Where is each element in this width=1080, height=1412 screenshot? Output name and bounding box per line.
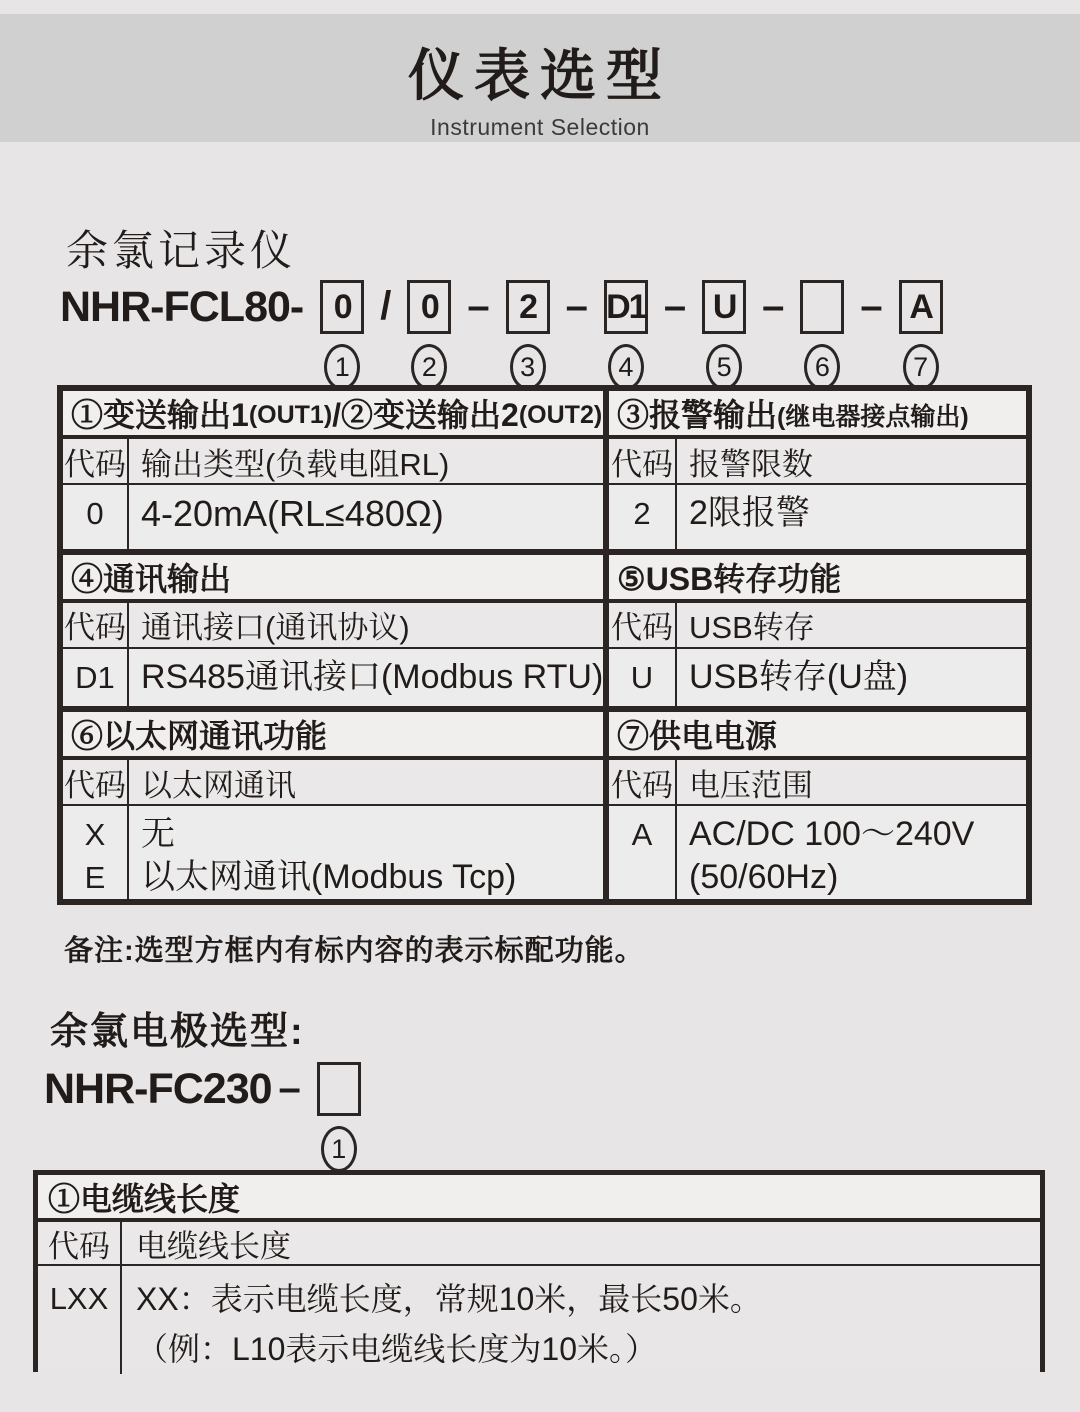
code-value: LXX xyxy=(49,1281,109,1316)
section1-right-header xyxy=(609,391,1026,439)
circled-index-1: 1 xyxy=(324,344,360,390)
recorder-model-line xyxy=(60,280,952,390)
selection-table-section-2 xyxy=(63,555,1026,712)
circled-index-6: 6 xyxy=(804,344,840,390)
section1-left-data-row xyxy=(63,485,603,549)
recorder-heading: 余氯记录仪 xyxy=(66,227,297,274)
desc-value: 2限报警 xyxy=(689,494,810,532)
section1-right-title-small: (继电器接点输出) xyxy=(777,403,969,431)
code-header-cell: 代码 xyxy=(609,603,677,647)
desc-value-cell xyxy=(129,806,603,899)
desc-value: 无 xyxy=(141,815,175,853)
model-segment-3 xyxy=(506,280,550,390)
desc-value-cell xyxy=(677,649,1026,706)
code-header-cell: 代码 xyxy=(38,1222,122,1264)
section1-left-title-small: (OUT1) xyxy=(248,400,333,429)
section1-right xyxy=(603,391,1026,549)
dash-separator: – xyxy=(663,284,687,328)
desc-header-cell: 电缆线长度 xyxy=(136,1228,291,1264)
section3-left-data-row xyxy=(63,806,603,899)
circled-index-2: 2 xyxy=(411,344,447,390)
desc-value-cell xyxy=(129,649,603,706)
desc-value-cell xyxy=(122,1266,1040,1374)
desc-value: 以太网通讯(Modbus Tcp) xyxy=(141,858,517,896)
model-segment-6 xyxy=(800,280,844,390)
electrode-model-line xyxy=(44,1062,370,1172)
circled-index-4: 4 xyxy=(608,344,644,390)
circled-index-7: 7 xyxy=(903,344,939,390)
cable-table-data-row xyxy=(38,1266,1040,1374)
code-value-cell xyxy=(63,485,129,549)
code-value-cell xyxy=(63,649,129,706)
code-header-cell: 代码 xyxy=(609,439,677,483)
desc-header-cell: 以太网通讯 xyxy=(141,767,296,803)
code-value-cell xyxy=(609,806,677,899)
code-value: X xyxy=(84,817,106,852)
desc-value: AC/DC 100～240V xyxy=(689,815,975,853)
electrode-code-box xyxy=(317,1062,361,1116)
cable-length-table xyxy=(33,1170,1045,1372)
section3-right xyxy=(603,712,1026,899)
code-header-cell: 代码 xyxy=(63,603,129,647)
dash-separator: – xyxy=(860,284,883,328)
desc-value-cell xyxy=(677,485,1026,549)
code-value: D1 xyxy=(75,659,115,695)
note-text: 备注:选型方框内有标内容的表示标配功能。 xyxy=(64,935,645,967)
model-code-box-1: 0 xyxy=(320,280,364,334)
model-code-box-4: D1 xyxy=(604,280,648,334)
section2-right-title: ⑤USB转存功能 xyxy=(617,560,842,597)
dash-separator: – xyxy=(278,1066,301,1110)
cable-table-label-row xyxy=(38,1222,1040,1266)
section2-right-data-row xyxy=(609,649,1026,706)
desc-header-cell: 输出类型(负载电阻RL) xyxy=(141,446,450,482)
desc-value-cell xyxy=(129,485,603,549)
page-header-band xyxy=(0,14,1080,142)
model-segment-7 xyxy=(899,280,943,390)
section3-left-header xyxy=(63,712,603,760)
code-value: 2 xyxy=(633,496,651,531)
code-value-cell xyxy=(609,485,677,549)
section3-left-title: ⑥以太网通讯功能 xyxy=(71,718,328,754)
section3-right-header xyxy=(609,712,1026,760)
selection-table xyxy=(57,385,1032,905)
dash-separator: – xyxy=(467,284,490,328)
model-code-box-7: A xyxy=(899,280,943,334)
model-segment-4 xyxy=(604,280,648,390)
section2-left-title: ④通讯输出 xyxy=(71,560,232,597)
circled-index-1: 1 xyxy=(321,1126,357,1172)
code-value-cell xyxy=(38,1266,122,1374)
desc-header-cell: 电压范围 xyxy=(689,767,813,803)
section2-right-label-row xyxy=(609,603,1026,649)
dash-separator: – xyxy=(565,284,588,328)
desc-value-cell xyxy=(677,806,1026,899)
code-value: 0 xyxy=(86,496,104,531)
code-value: U xyxy=(630,659,654,695)
section3-left xyxy=(63,712,603,899)
page-title: 仪表选型 xyxy=(408,44,672,107)
model-prefix: NHR-FCL80- xyxy=(60,283,304,331)
selection-table-section-1 xyxy=(63,391,1026,555)
electrode-heading: 余氯电极选型: xyxy=(50,1011,305,1053)
section2-right xyxy=(603,555,1026,706)
desc-header-cell: USB转存 xyxy=(689,610,815,646)
dash-separator: – xyxy=(762,284,785,328)
desc-header-cell: 报警限数 xyxy=(689,446,813,482)
section1-left-label-row xyxy=(63,439,603,485)
section2-left-label-row xyxy=(63,603,603,649)
section3-right-label-row xyxy=(609,760,1026,806)
desc-value: USB转存(U盘) xyxy=(689,657,909,696)
model-segment-5 xyxy=(702,280,746,390)
code-header-cell: 代码 xyxy=(609,760,677,804)
section1-left-title2: /②变送输出2 xyxy=(332,397,519,433)
section1-right-title: ③报警输出 xyxy=(617,397,778,433)
section3-right-title: ⑦供电电源 xyxy=(617,718,778,754)
code-value: A xyxy=(631,817,653,852)
circled-index-3: 3 xyxy=(510,344,546,390)
model-code-box-2: 0 xyxy=(407,280,451,334)
section1-right-data-row xyxy=(609,485,1026,549)
code-header-cell: 代码 xyxy=(63,439,129,483)
section1-left-title2-small: (OUT2) xyxy=(518,400,603,429)
section3-left-label-row xyxy=(63,760,603,806)
desc-value: 4-20mA(RL≤480Ω) xyxy=(141,493,444,534)
model-segment-1 xyxy=(320,280,364,390)
selection-table-section-3 xyxy=(63,712,1026,899)
section2-left-header xyxy=(63,555,603,603)
model-code-box-6 xyxy=(800,280,844,334)
desc-header-cell: 通讯接口(通讯协议) xyxy=(141,610,410,646)
model-segment-2 xyxy=(407,280,451,390)
desc-value-line2: (50/60Hz) xyxy=(689,858,839,896)
code-value-cell xyxy=(609,649,677,706)
section1-right-label-row xyxy=(609,439,1026,485)
section3-right-data-row xyxy=(609,806,1026,899)
model-code-box-3: 2 xyxy=(506,280,550,334)
electrode-segment-1 xyxy=(317,1062,361,1172)
section2-left xyxy=(63,555,603,706)
cable-table-header: ①电缆线长度 xyxy=(38,1175,1040,1222)
section1-left-title: ①变送输出1 xyxy=(71,397,249,433)
desc-value-line2: （例：L10表示电缆线长度为10米。） xyxy=(136,1331,657,1367)
page-subtitle: Instrument Selection xyxy=(430,114,650,140)
section1-left xyxy=(63,391,603,549)
desc-value: RS485通讯接口(Modbus RTU) xyxy=(141,657,604,696)
section2-right-header xyxy=(609,555,1026,603)
code-value-cell xyxy=(63,806,129,899)
slash-separator: / xyxy=(380,284,392,328)
desc-value-line1: XX：表示电缆长度，常规10米，最长50米。 xyxy=(136,1281,762,1317)
code-header-cell: 代码 xyxy=(63,760,129,804)
section1-left-header xyxy=(63,391,603,439)
code-value: E xyxy=(84,860,106,895)
electrode-model-prefix: NHR-FC230 xyxy=(44,1065,272,1113)
circled-index-5: 5 xyxy=(706,344,742,390)
model-code-box-5: U xyxy=(702,280,746,334)
section2-left-data-row xyxy=(63,649,603,706)
